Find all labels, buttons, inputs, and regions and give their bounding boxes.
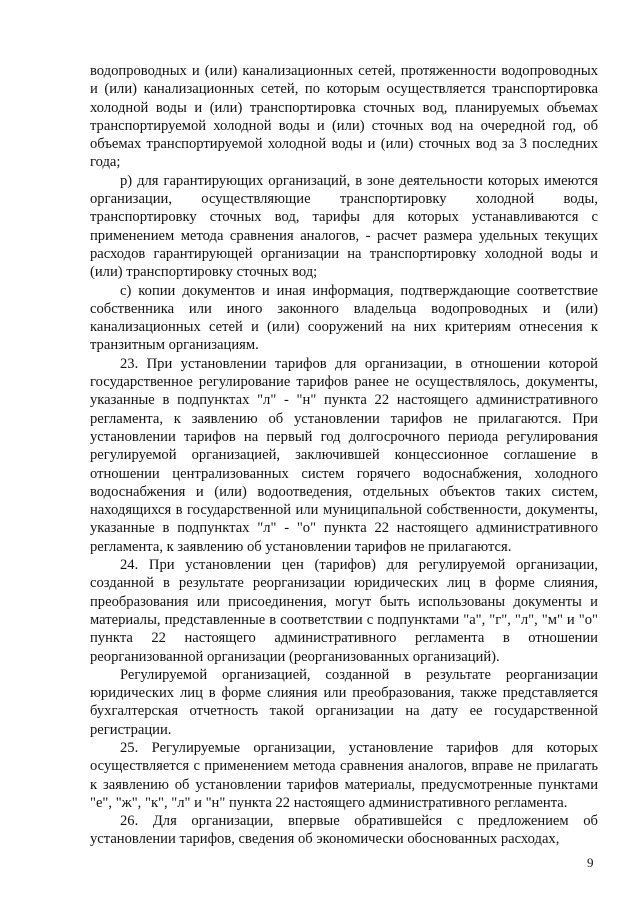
- page-number: 9: [587, 855, 594, 870]
- document-body: [90, 62, 598, 849]
- paragraph-clause-26: 26. Для организации, впервые обратившейся с предложением об установлении тарифов, сведения об экономически обоснованных расходах,: [90, 813, 598, 848]
- paragraph-clause-24: 24. При установлении цен (тарифов) для регулируемой организации, созданной в результате реорганизации юридических лиц в форме слияния, преобразования или присоединения, могут быть использованы документы и материалы, представленные в соответствии с подпунктами "а", "г", "л", "м" и "о" пункта 22 настоящего административного регламента в отношении реорганизованной организации (реорганизованных организаций).: [90, 557, 598, 665]
- paragraph-subitem-s: с) копии документов и иная информация, подтверждающие соответствие собственника или иного законного владельца водопроводных и (или) канализационных сетей и (или) сооружений на них критериям отнесения к транзитным организациям.: [90, 282, 598, 354]
- paragraph-reorganized-organization: Регулируемой организацией, созданной в результате реорганизации юридических лиц в форме слияния или преобразования, также представляется бухгалтерская отчетность такой организации на дату ее государственной регистрации.: [90, 666, 598, 738]
- paragraph-clause-23: 23. При установлении тарифов для организации, в отношении которой государственное регулирование тарифов ранее не осуществлялось, документы, указанные в подпунктах "л" - "н" пункта 22 настоящего административного регламента, к заявлению об установлении тарифов не прилагаются. При установлении тарифов на первый год долгосрочного периода регулирования регулируемой организацией, заключившей концессионное соглашение в отношении централизованных систем горячего водоснабжения, холодного водоснабжения и (или) водоотведения, отдельных объектов таких систем, находящихся в государственной или муниципальной собственности, документы, указанные в подпунктах "л" - "о" пункта 22 настоящего административного регламента, к заявлению об установлении тарифов не прилагаются.: [90, 355, 598, 555]
- paragraph-water-networks-continuation: водопроводных и (или) канализационных сетей, протяженности водопроводных и (или) канализационных сетей, по которым осуществляется транспортировка холодной воды и (или) транспортировка сточных вод, планируемых объемах транспортируемой холодной воды и (или) сточных вод на очередной год, об объемах транспортируемой холодной воды и (или) сточных вод за 3 последних года;: [90, 63, 598, 171]
- paragraph-clause-25: 25. Регулируемые организации, установление тарифов для которых осуществляется с применением метода сравнения аналогов, вправе не прилагать к заявлению об установлении тарифов материалы, предусмотренные пунктами "е", "ж", "к", "л" и "н" пункта 22 настоящего административного регламента.: [90, 739, 598, 811]
- paragraph-subitem-r: р) для гарантирующих организаций, в зоне деятельности которых имеются организации, осуществляющие транспортировку холодной воды, транспортировку сточных вод, тарифы для которых устанавливаются с применением метода сравнения аналогов, - расчет размера удельных текущих расходов гарантирующей организации на транспортировку холодной воды и (или) транспортировку сточных вод;: [90, 172, 598, 281]
